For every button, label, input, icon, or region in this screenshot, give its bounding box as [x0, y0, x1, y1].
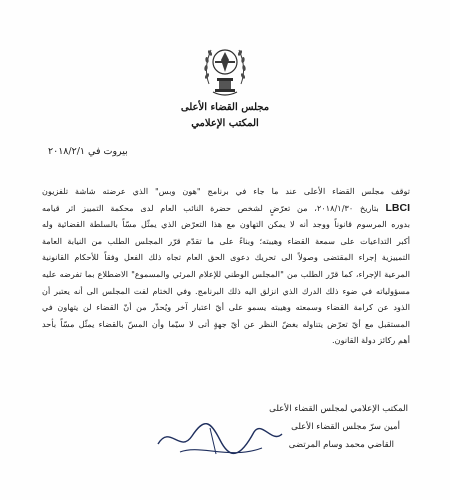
body-line: بدوره المرسوم قانوناً ووجد أنه لا يمكن التهاون مع هذا التعرّض الذي يمثّل مسّاً بالسلطة القضائية وله: [42, 219, 410, 230]
body-line: المستقبل مع أيّ تعرّض يتناوله بغضّ النظر عن أيّ جهةٍ أتى لا سيّما وأن المسّ بالقضاء يمثّل مسّاً بأحد: [42, 318, 410, 329]
signature-role: أمين سرّ مجلس القضاء الأعلى: [291, 422, 400, 432]
date-line: بيروت في ٢٠١٨/٢/١: [48, 146, 128, 157]
body-line: أكبر التداعيات على سمعة القضاء وهيبته؛ وبناءً على ما تقدّم قرّر المجلس الطلب من النيابة العامة: [42, 235, 410, 246]
signature-name: القاضي محمد وسام المرتضى: [288, 440, 394, 450]
tv-station-name: LBCI: [385, 201, 410, 214]
office-title: المكتب الإعلامي: [191, 118, 259, 129]
body-line: أهم ركائز دولة القانون.: [331, 335, 410, 346]
body-line-text: بتاريخ ٢٠١٨/١/٣٠، من تعرّضٍ لشخص حضرة النائب العام لدى محكمة التمييز اثر قيامه: [42, 202, 379, 213]
statement-body: [42, 183, 410, 349]
body-line: توقف مجلس القضاء الأعلى عند ما جاء في برنامج "هون وبس" الذي عرضته شاشة تلفزيون: [42, 186, 410, 196]
body-line: الذود عن كرامة القضاء وسمعته وهيبته يسمو على أيّ اعتبار آخر ويُحذّر من أنّ القضاء لن يتهاون في: [42, 302, 410, 313]
handwritten-signature: [150, 414, 290, 466]
organization-title: مجلس القضاء الأعلى: [180, 102, 270, 113]
body-line: التمييزية إجراء المقتضى وصولاً الى تحريك دعوى الحق العام تجاه ذلك الفعل وفقاً للأحكام القانونية: [42, 252, 410, 263]
judiciary-seal-logo: [199, 32, 251, 100]
body-line: المرعية الإجراء، كما قرّر الطلب من "المجلس الوطني للإعلام المرئي والمسموع" الاضطلاع بما تفرضه عليه: [42, 268, 410, 279]
signature-office: المكتب الإعلامي لمجلس القضاء الأعلى: [269, 404, 408, 414]
body-line: [42, 200, 410, 217]
body-line: مسؤولياته في ضوء ذلك الدرك الذي انزلق اليه ذلك البرنامج. وفي الختام لفت المجلس الى أنه يعتبر أن: [42, 285, 410, 296]
